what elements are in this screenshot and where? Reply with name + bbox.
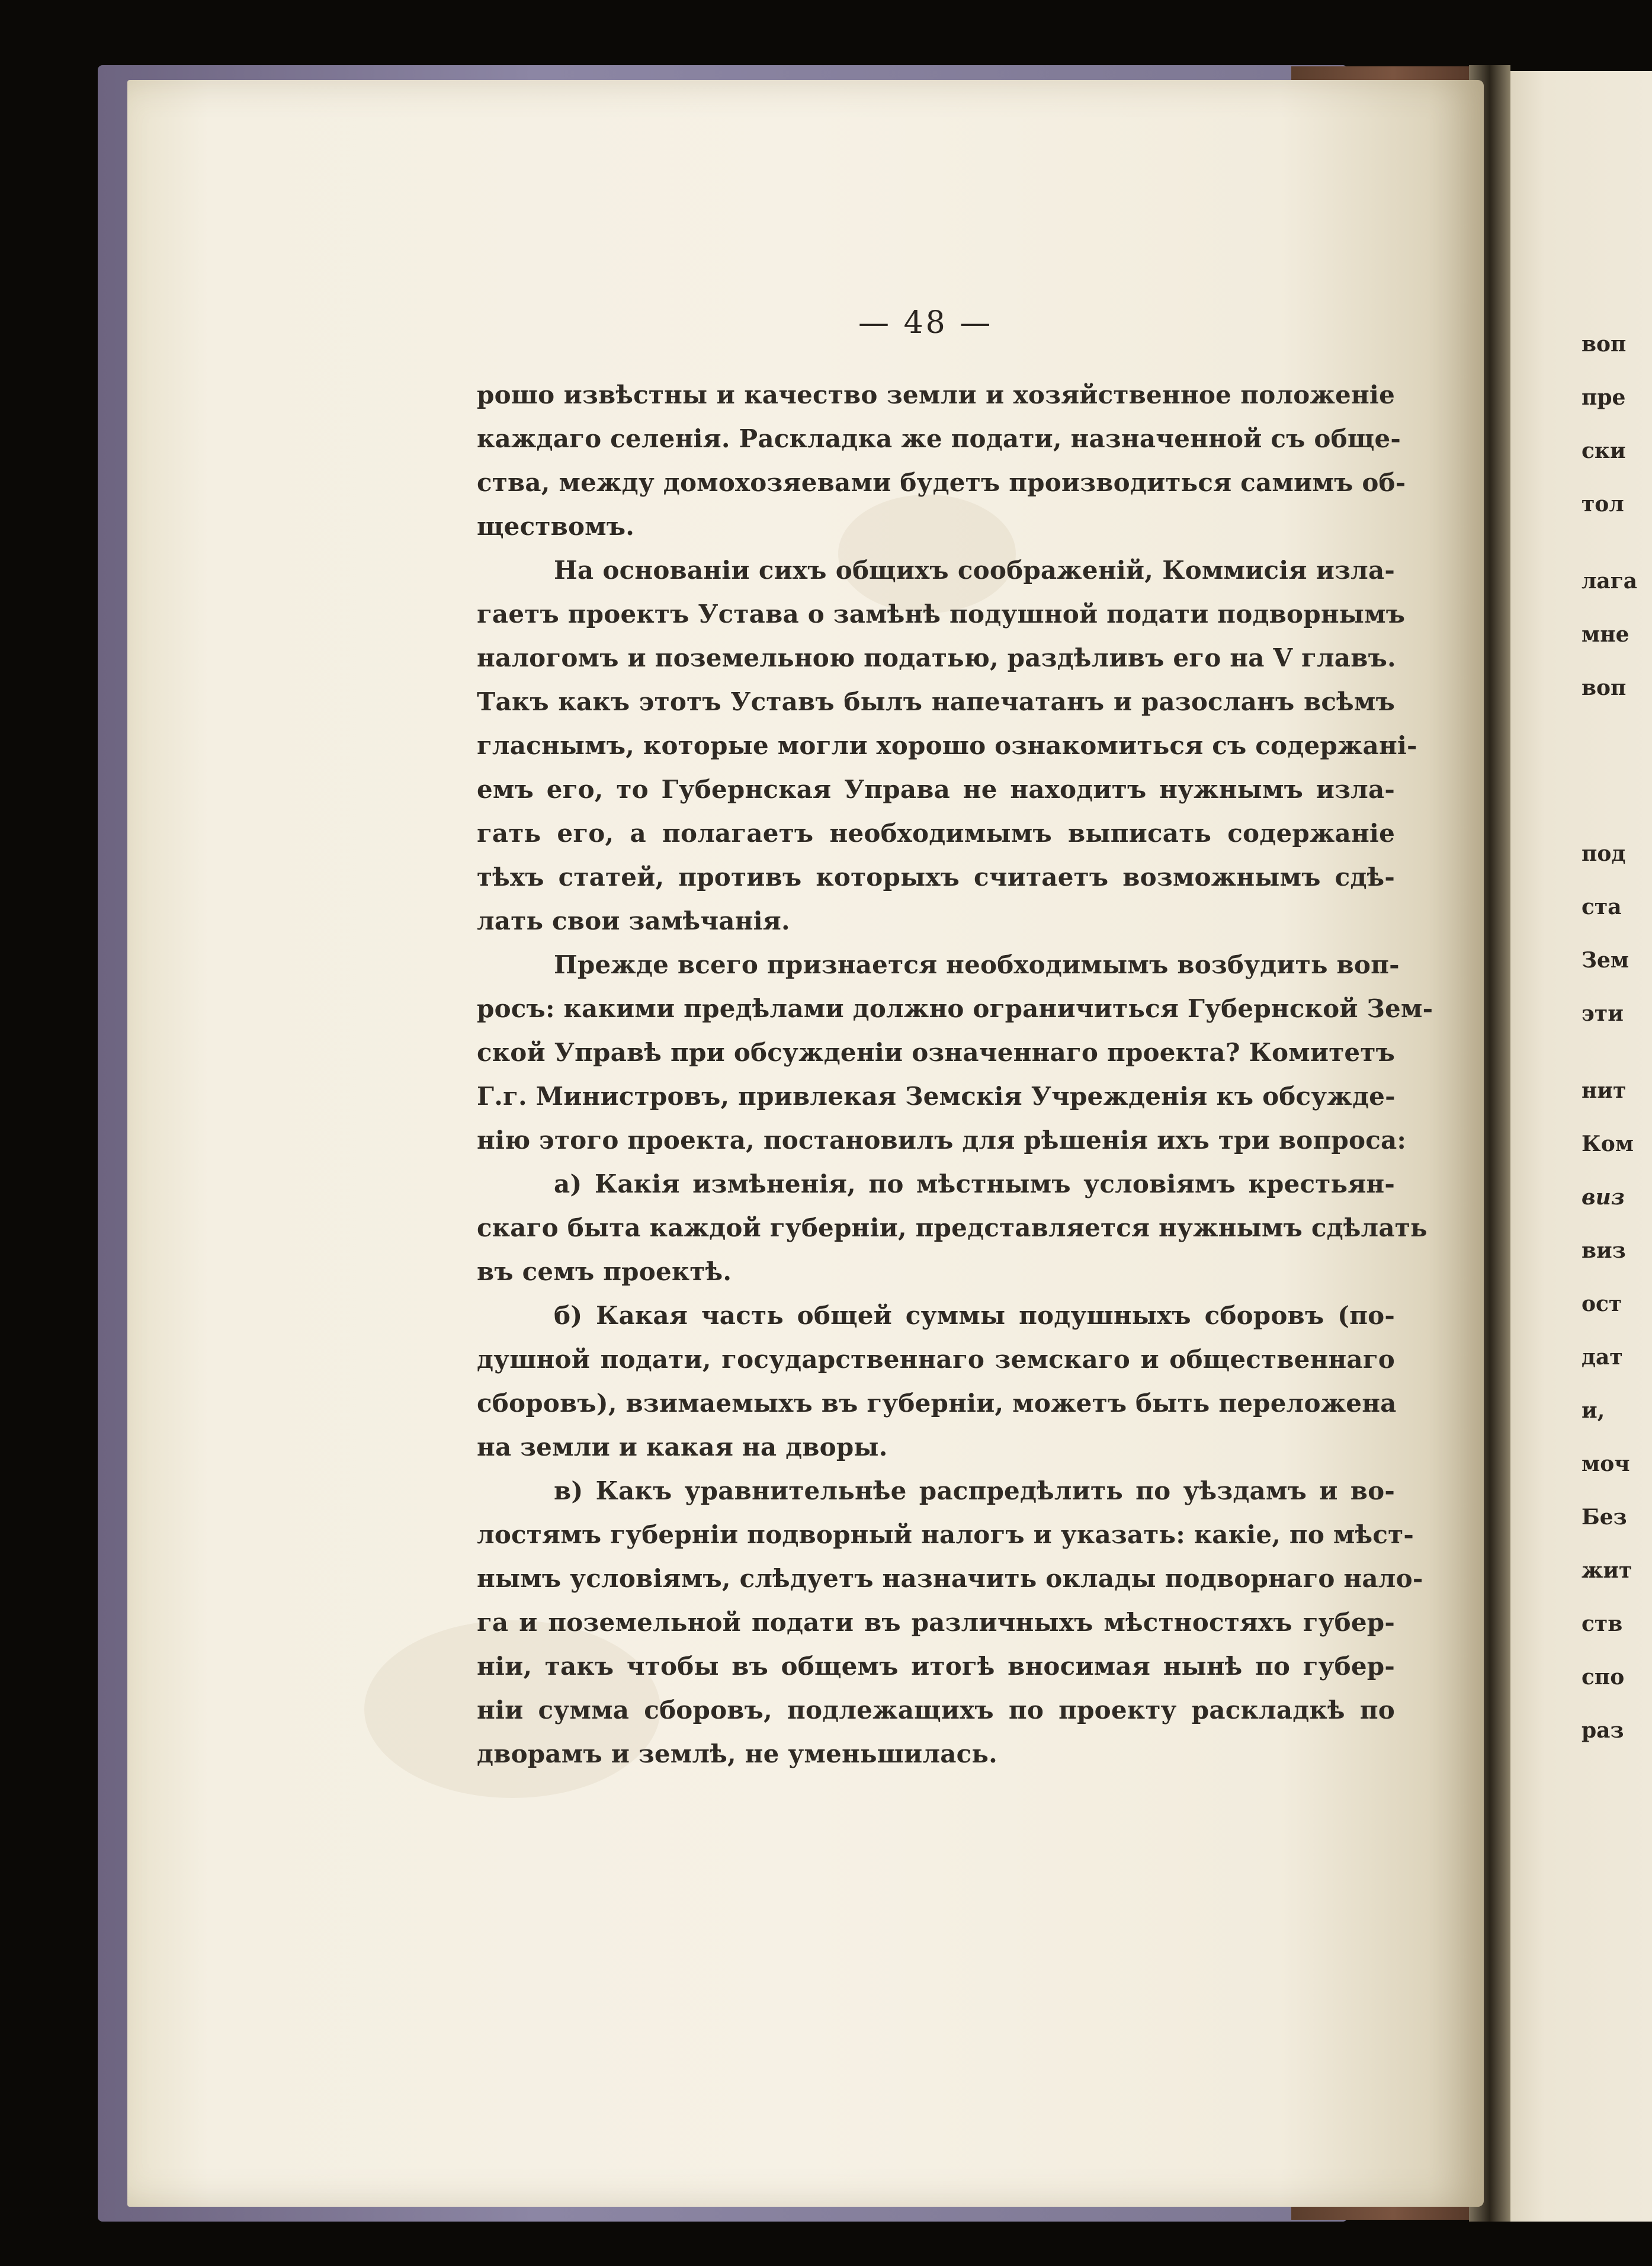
text-line: ніи, такъ чтобы въ общемъ итогѣ вносимая нынѣ по губер- xyxy=(477,1652,1395,1681)
text-line: въ семъ проектѣ. xyxy=(477,1257,732,1286)
facing-page xyxy=(1499,71,1652,2222)
text-line: нію этого проекта, постановилъ для рѣшенія ихъ три вопроса: xyxy=(477,1126,1407,1155)
text-line: ства, между домохозяевами будетъ производиться самимъ об- xyxy=(477,468,1406,497)
text-line: га и поземельной подати въ различныхъ мѣстностяхъ губер- xyxy=(477,1608,1395,1637)
page-number: — 48 — xyxy=(858,305,993,341)
facing-page-fragment: Ком xyxy=(1582,1132,1634,1156)
page-text xyxy=(477,373,1433,1776)
facing-page-fragment: спо xyxy=(1582,1665,1625,1690)
facing-page-fragment: эти xyxy=(1582,1001,1624,1026)
facing-page-fragment: ств xyxy=(1582,1611,1623,1636)
text-line: емъ его, то Губернская Управа не находитъ нужнымъ изла- xyxy=(477,775,1395,804)
text-line: гаетъ проектъ Устава о замѣнѣ подушной подати подворнымъ xyxy=(477,600,1406,629)
facing-page-fragment: воп xyxy=(1582,675,1627,700)
facing-page-fragment: Без xyxy=(1582,1505,1627,1530)
facing-page-fragment: воп xyxy=(1582,332,1627,357)
text-line: тѣхъ статей, противъ которыхъ считаетъ возможнымъ сдѣ- xyxy=(477,863,1395,892)
text-line: гать его, а полагаетъ необходимымъ выписать содержаніе xyxy=(477,819,1395,848)
text-line: в) Какъ уравнительнѣе распредѣлить по уѣздамъ и во- xyxy=(554,1476,1395,1505)
text-line: росъ: какими предѣлами должно ограничиться Губернской Зем- xyxy=(477,994,1433,1023)
facing-page-fragment: нит xyxy=(1582,1078,1627,1103)
text-line: На основаніи сихъ общихъ соображеній, Коммисія изла- xyxy=(554,556,1395,585)
text-line: сборовъ), взимаемыхъ въ губерніи, можетъ быть переложена xyxy=(477,1389,1397,1418)
facing-page-fragment: раз xyxy=(1582,1718,1624,1743)
text-line: ществомъ. xyxy=(477,512,635,541)
facing-page-fragment: ост xyxy=(1582,1291,1622,1316)
text-line: лостямъ губерніи подворный налогъ и указать: какіе, по мѣст- xyxy=(477,1520,1414,1549)
text-line: дворамъ и землѣ, не уменьшилась. xyxy=(477,1739,997,1768)
facing-page-fragment: жит xyxy=(1582,1558,1632,1583)
facing-page-fragment: ски xyxy=(1582,438,1626,463)
text-line: Такъ какъ этотъ Уставъ былъ напечатанъ и разосланъ всѣмъ xyxy=(477,687,1395,716)
text-line: б) Какая часть общей суммы подушныхъ сборовъ (по- xyxy=(554,1301,1395,1330)
text-line: рошо извѣстны и качество земли и хозяйственное положеніе xyxy=(477,380,1395,409)
text-line: нымъ условіямъ, слѣдуетъ назначить оклады подворнаго нало- xyxy=(477,1564,1423,1593)
facing-page-fragment: моч xyxy=(1582,1451,1630,1476)
facing-page-fragment: виз xyxy=(1582,1185,1625,1210)
text-line: Прежде всего признается необходимымъ возбудить воп- xyxy=(554,950,1400,979)
facing-page-fragment: пре xyxy=(1582,385,1626,410)
text-line: налогомъ и поземельною податью, раздѣливъ его на V главъ. xyxy=(477,643,1396,672)
facing-page-fragment: лага xyxy=(1582,569,1638,594)
text-line: на земли и какая на дворы. xyxy=(477,1432,888,1461)
text-line: душной подати, государственнаго земскаго и общественнаго xyxy=(477,1345,1395,1374)
text-line: каждаго селенія. Раскладка же подати, назначенной съ обще- xyxy=(477,424,1401,453)
text-line: ніи сумма сборовъ, подлежащихъ по проекту раскладкѣ по xyxy=(477,1696,1395,1725)
text-line: а) Какія измѣненія, по мѣстнымъ условіямъ крестьян- xyxy=(554,1169,1395,1198)
text-line: Г.г. Министровъ, привлекая Земскія Учрежденія къ обсужде- xyxy=(477,1082,1396,1111)
text-line: гласнымъ, которые могли хорошо ознакомиться съ содержані- xyxy=(477,731,1417,760)
facing-page-fragment: ста xyxy=(1582,895,1622,919)
facing-page-fragment: Зем xyxy=(1582,948,1629,973)
facing-page-fragment: под xyxy=(1582,841,1626,866)
facing-page-fragment: дат xyxy=(1582,1345,1623,1370)
facing-page-fragment: тол xyxy=(1582,492,1624,517)
text-line: ской Управѣ при обсужденіи означеннаго проекта? Комитетъ xyxy=(477,1038,1395,1067)
text-line: лать свои замѣчанія. xyxy=(477,906,790,935)
facing-page-fragment: виз xyxy=(1582,1238,1626,1263)
text-line: скаго быта каждой губерніи, представляется нужнымъ сдѣлать xyxy=(477,1213,1428,1242)
facing-page-fragment: мне xyxy=(1582,622,1629,647)
facing-page-fragment: и, xyxy=(1582,1398,1605,1423)
